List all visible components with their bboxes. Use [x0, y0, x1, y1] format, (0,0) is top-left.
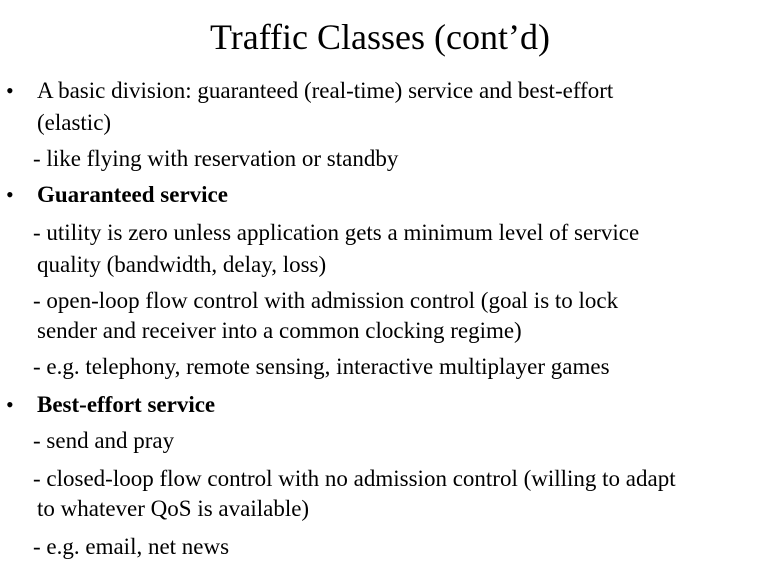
bullet-2-sub-line-1: - utility is zero unless application gets a minimum level of service [33, 220, 640, 245]
bullet-2-sub-line-3: - open-loop flow control with admission control (goal is to lock [33, 288, 619, 313]
bullet-3: • [6, 392, 14, 417]
bullet-2-heading: Guaranteed service [37, 182, 228, 207]
bullet-2-sub-line-2: quality (bandwidth, delay, loss) [37, 252, 327, 277]
bullet-1-sub-line-1: - like flying with reservation or standby [33, 146, 399, 171]
bullet-3-sub-line-3: to whatever QoS is available) [37, 496, 310, 521]
bullet-3-sub-line-2: - closed-loop flow control with no admission control (willing to adapt [33, 466, 676, 491]
bullet-3-heading: Best-effort service [37, 392, 216, 417]
bullet-1-text-line-2: (elastic) [37, 110, 112, 135]
bullet-1-text-line-1: A basic division: guaranteed (real-time) service and best-effort [37, 78, 614, 103]
bullet-2: • [6, 182, 14, 207]
bullet-1: • [6, 78, 14, 103]
bullet-3-sub-line-1: - send and pray [33, 428, 175, 453]
bullet-2-sub-line-5: - e.g. telephony, remote sensing, interactive multiplayer games [33, 354, 610, 379]
slide-title: Traffic Classes (cont’d) [210, 17, 550, 57]
bullet-3-sub-line-4: - e.g. email, net news [33, 534, 230, 559]
bullet-2-sub-line-4: sender and receiver into a common clocking regime) [37, 318, 522, 343]
